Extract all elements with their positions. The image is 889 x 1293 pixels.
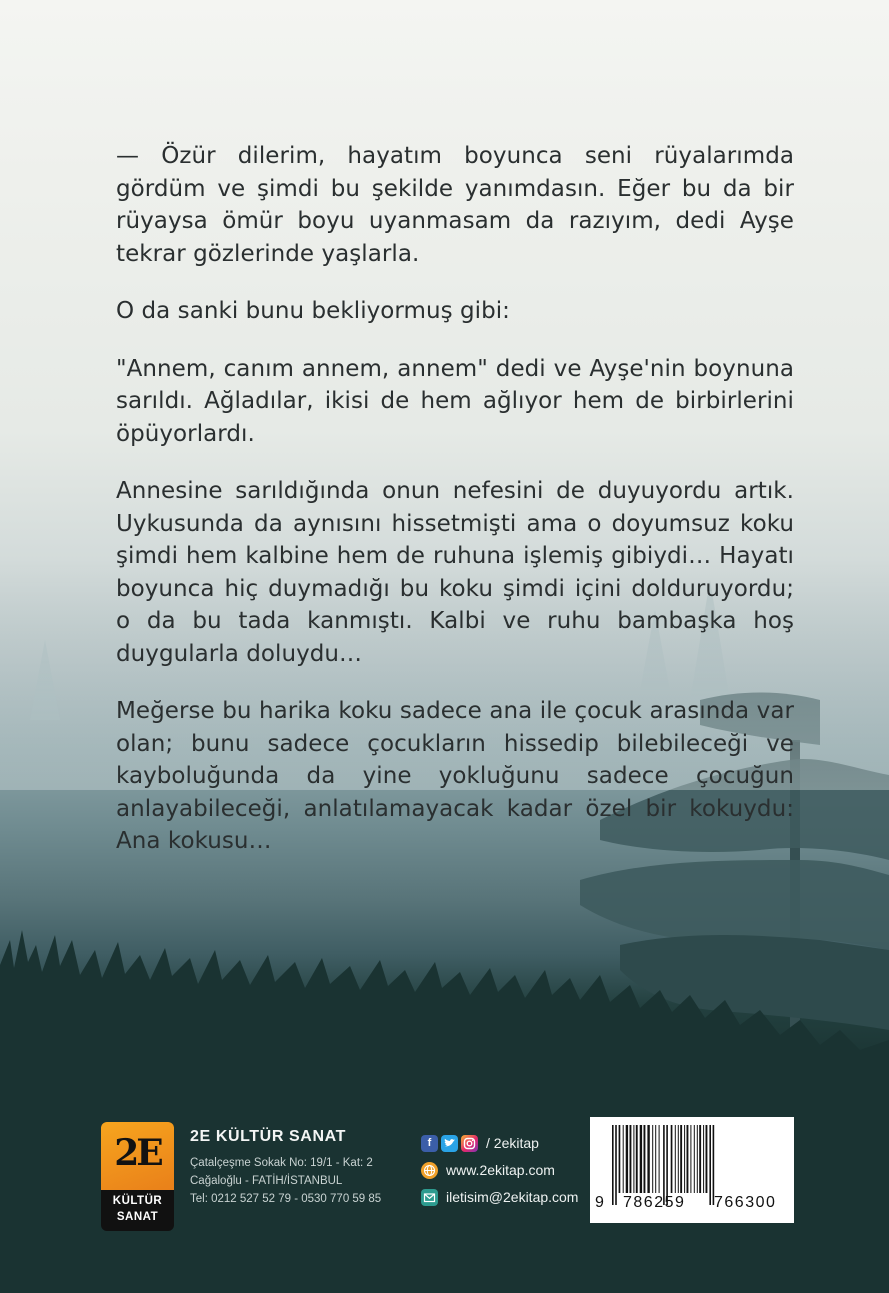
paragraph-2: O da sanki bunu bekliyormuş gibi: (116, 298, 510, 324)
logo-line-2: SANAT (116, 1211, 159, 1223)
barcode-bar (619, 1125, 621, 1193)
publisher-name: 2E KÜLTÜR SANAT (190, 1128, 346, 1145)
barcode-bar (612, 1125, 614, 1205)
barcode-bar (626, 1125, 628, 1193)
publisher-contacts (421, 1132, 578, 1213)
publisher-address-1: Çatalçeşme Sokak No: 19/1 - Kat: 2 (190, 1157, 373, 1169)
publisher-info (190, 1128, 381, 1208)
publisher-logo (101, 1122, 174, 1231)
publisher-footer (0, 1110, 889, 1230)
barcode-bar (644, 1125, 646, 1193)
email-link[interactable]: iletisim@2ekitap.com (446, 1189, 579, 1205)
barcode-bar (687, 1125, 689, 1193)
mail-icon (421, 1189, 438, 1206)
barcode-bar (706, 1125, 708, 1193)
barcode-first-digit: 9 (595, 1194, 604, 1211)
barcode-bar (630, 1125, 632, 1193)
logo-mark: 2E (114, 1132, 161, 1174)
barcode-bar (713, 1125, 715, 1205)
barcode-bar (703, 1125, 704, 1193)
barcode-bar (615, 1125, 617, 1205)
barcode-bar (678, 1125, 679, 1193)
email-row (421, 1186, 578, 1208)
isbn-barcode (590, 1117, 794, 1223)
logo-line-1: KÜLTÜR (112, 1195, 163, 1207)
barcode-group-2: 766300 (714, 1194, 777, 1211)
barcode-bar (633, 1125, 634, 1193)
twitter-icon[interactable] (441, 1135, 458, 1152)
paragraph-4: Annesine sarıldığında onun nefesini de duyuyordu artık. Uykusunda da aynısını hissetmişti ama o doyumsuz koku şimdi hem kalbine hem de ruhuna işlemiş gibiydi… Hayatı boyunca hiç duymadığı bu koku şimdi içini dolduruyordu; o da bu tada kanmıştı. Kalbi ve ruhu bambaşka hoş duygularla doluydu… (116, 478, 794, 667)
barcode-bar (690, 1125, 691, 1193)
publisher-address-2: Cağaloğlu - FATİH/İSTANBUL (190, 1175, 343, 1187)
web-icon (421, 1162, 438, 1179)
barcode-bar (655, 1125, 656, 1193)
barcode-bar (709, 1125, 711, 1205)
barcode-bar (663, 1125, 665, 1205)
barcode-bar (666, 1125, 668, 1205)
publisher-phone: Tel: 0212 527 52 79 - 0530 770 59 85 (190, 1193, 382, 1205)
story-excerpt (116, 140, 794, 883)
barcode-bar (699, 1125, 701, 1193)
barcode-bar (697, 1125, 698, 1193)
instagram-icon[interactable] (461, 1135, 478, 1152)
barcode-bar (694, 1125, 695, 1193)
social-row (421, 1132, 578, 1154)
paragraph-3: "Annem, canım annem, annem" dedi ve Ayşe'nin boynuna sarıldı. Ağladılar, ikisi de hem ağlıyor hem de birbirlerini öpüyorlardı. (116, 355, 794, 447)
social-handle[interactable]: / 2ekitap (486, 1135, 539, 1151)
barcode-group-1: 786259 (623, 1194, 686, 1211)
barcode-bar (671, 1125, 673, 1193)
paragraph-5: Meğerse bu harika koku sadece ana ile çocuk arasında var olan; bunu sadece çocukların hissedip bilebileceği ve kayboluğunda da yine yokluğunu sadece çocuğun anlayabileceği, anlatılamayacak kadar özel bir kokuydu: Ana kokusu… (116, 698, 794, 854)
barcode-bar (640, 1125, 642, 1193)
barcode-bar (680, 1125, 682, 1193)
website-row (421, 1159, 578, 1181)
barcode-bar (652, 1125, 653, 1193)
paragraph-1: — Özür dilerim, hayatım boyunca seni rüyalarımda gördüm ve şimdi bu şekilde yanımdasın. Eğer bu da bir rüyaysa ömür boyu uyanmasam da razıyım, dedi Ayşe tekrar gözlerinde yaşlarla. (116, 143, 794, 267)
barcode-bar (659, 1125, 660, 1193)
website-link[interactable]: www.2ekitap.com (446, 1162, 555, 1178)
barcode-bar (647, 1125, 649, 1193)
barcode-bar (623, 1125, 624, 1193)
barcode-bar (636, 1125, 638, 1193)
barcode-bar (675, 1125, 676, 1193)
barcode-bar (684, 1125, 685, 1193)
facebook-icon[interactable]: f (421, 1135, 438, 1152)
